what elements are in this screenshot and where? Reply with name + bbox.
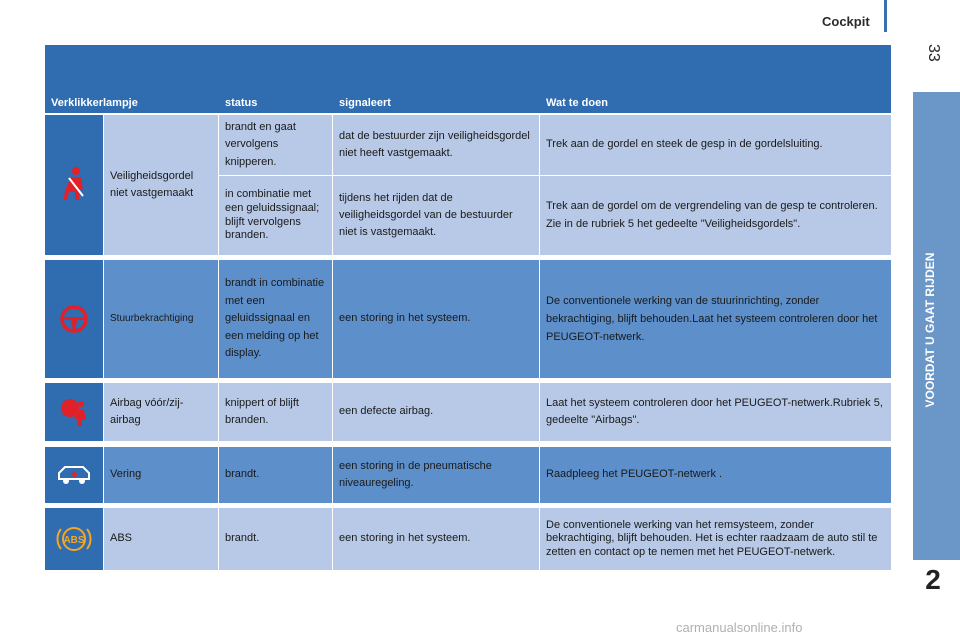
abs-icon-label: ABS — [63, 535, 85, 546]
header-divider — [884, 0, 887, 32]
watermark: carmanualsonline.info — [676, 620, 803, 635]
table-row-airbag-icon-cell — [45, 383, 103, 441]
table-banner — [45, 45, 891, 93]
table-row-airbag-name: Airbag vóór/zij-airbag — [104, 383, 218, 441]
chapter-label: VOORDAT U GAAT RIJDEN — [923, 252, 937, 408]
table-row-steering-name: Stuurbekrachtiging — [104, 260, 218, 378]
table-row-steering-status: brandt in combinatie met een geluidssignaal en een melding op het display. — [219, 260, 332, 378]
table-row-airbag-signal: een defecte airbag. — [333, 383, 539, 441]
table-row-abs-action: De conventionele werking van het remsysteem, zonder bekrachtiging, blijft behouden. Het is echter raadzaam de auto stil te zetten en contact op te nemen met het PEUGEOT-netwerk. — [540, 508, 891, 570]
table-row-steering-icon-cell — [45, 260, 103, 378]
table-row-seatbelt-status-1: brandt en gaat vervolgens knipperen. — [219, 115, 332, 175]
table-row-abs-icon-cell — [45, 508, 103, 570]
chapter-label-wrap — [917, 110, 943, 550]
table-row-seatbelt-icon-cell — [45, 115, 103, 255]
suspension-icon — [56, 464, 92, 486]
chapter-number: 2 — [925, 564, 941, 595]
table-row-abs-status: brandt. — [219, 508, 332, 570]
table-row-abs-name: ABS — [104, 508, 218, 570]
steering-wheel-icon — [59, 304, 89, 334]
table-row-abs-signal: een storing in het systeem. — [333, 508, 539, 570]
table-row-airbag-action: Laat het systeem controleren door het PEUGEOT-netwerk.Rubriek 5, gedeelte "Airbags". — [540, 383, 891, 441]
abs-icon — [56, 523, 92, 555]
table-row-seatbelt-action-1: Trek aan de gordel en steek de gesp in de gordelsluiting. — [540, 115, 891, 175]
table-row-airbag-status: knippert of blijft branden. — [219, 383, 332, 441]
table-row-suspension-name: Vering — [104, 447, 218, 503]
column-header-action: Wat te doen — [540, 93, 891, 113]
warning-lights-table — [45, 93, 891, 570]
airbag-icon — [58, 396, 90, 428]
table-row-seatbelt-signal-1: dat de bestuurder zijn veiligheidsgordel niet heeft vastgemaakt. — [333, 115, 539, 175]
table-row-suspension-signal: een storing in de pneumatische niveauregeling. — [333, 447, 539, 503]
table-row-steering-action: De conventionele werking van de stuurinrichting, zonder bekrachtiging, blijft behouden.Laat het systeem controleren door het PEUGEOT-netwerk. — [540, 260, 891, 378]
header-title: Cockpit — [822, 14, 870, 29]
column-header-status: status — [219, 93, 333, 113]
page-number: 33 — [925, 44, 942, 62]
seatbelt-icon — [59, 166, 89, 204]
table-row-suspension-icon-cell — [45, 447, 103, 503]
table-row-steering-signal: een storing in het systeem. — [333, 260, 539, 378]
table-row-seatbelt-status-2: in combinatie met een geluidssignaal; blijft vervolgens branden. — [219, 176, 332, 255]
table-row-suspension-status: brandt. — [219, 447, 332, 503]
column-header-lamp: Verklikkerlampje — [45, 93, 219, 113]
table-row-suspension-action: Raadpleeg het PEUGEOT-netwerk . — [540, 447, 891, 503]
table-row-seatbelt-action-2: Trek aan de gordel om de vergrendeling van de gesp te controleren. Zie in de rubriek 5 het gedeelte "Veiligheidsgordels". — [540, 176, 891, 255]
table-row-seatbelt-signal-2: tijdens het rijden dat de veiligheidsgordel van de bestuurder niet is vastgemaakt. — [333, 176, 539, 255]
table-row-seatbelt-name: Veiligheidsgordel niet vastgemaakt — [104, 115, 218, 255]
column-header-signal: signaleert — [333, 93, 540, 113]
